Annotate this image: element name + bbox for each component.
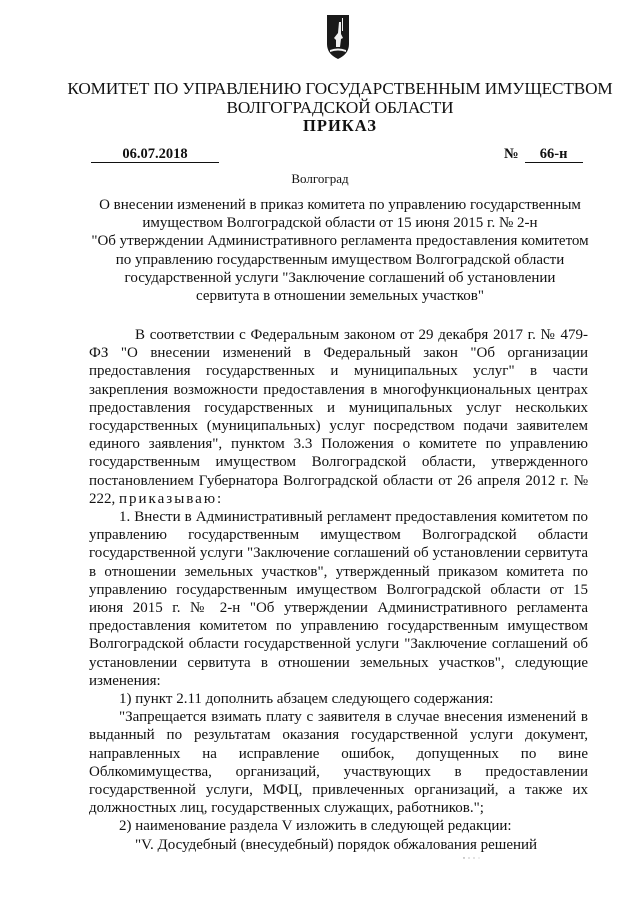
order-verb: приказываю: — [119, 490, 224, 507]
title-line: О внесении изменений в приказ комитета по управлению государственным — [99, 197, 581, 213]
title-line: государственной услуги "Заключение соглашений об установлении — [124, 269, 556, 286]
scan-artifact — [462, 856, 482, 860]
quote-2-paragraph: "V. Досудебный (внесудебный) порядок обжалования решений — [135, 836, 538, 853]
volgograd-coat-of-arms-icon — [326, 14, 350, 60]
organization-name-line1: КОМИТЕТ ПО УПРАВЛЕНИЮ ГОСУДАРСТВЕННЫМ ИМУЩЕСТВОМ — [67, 79, 613, 98]
subitem-2-paragraph: 2) наименование раздела V изложить в следующей редакции: — [119, 818, 512, 835]
order-date: 06.07.2018 — [91, 146, 219, 163]
organization-name-line2: ВОЛГОГРАДСКОЙ ОБЛАСТИ — [226, 98, 454, 117]
title-line: по управлению государственным имуществом Волгоградской области — [115, 251, 565, 268]
number-sign: № — [504, 146, 519, 162]
title-line: имуществом Волгоградской области от 15 июня 2015 г. № 2-н — [142, 215, 538, 232]
quote-1-paragraph: "Запрещается взимать плату с заявителя в случае внесения изменений в выданный по результатам оказания государственной услуги документ, направленных на исправление ошибок, допущенных по вине Облкомимущества, организаций, участвующих в предоставлении государственной услуги, МФЦ, привлеченных организаций, а также их должностных лиц, государственных служащих, работников."; — [89, 709, 588, 817]
city: Волгоград — [291, 171, 349, 186]
subitem-1-paragraph: 1) пункт 2.11 дополнить абзацем следующего содержания: — [119, 691, 494, 708]
title-line: сервитута в отношении земельных участков" — [196, 288, 484, 305]
order-title — [80, 196, 600, 305]
document-type: ПРИКАЗ — [303, 116, 377, 135]
order-number: 66-н — [525, 146, 583, 163]
item-1-paragraph: 1. Внести в Административный регламент предоставления комитетом по управлению государственным имуществом Волгоградской области государственной услуги "Заключение соглашений об установлении сервитута в отношении земельных участков", утвержденный приказом комитета по управлению государственным имуществом Волгоградской области от 15 июня 2015 г. № 2-н "Об утверждении Административного регламента предоставления комитетом по управлению государственным имуществом Волгоградской области государственной услуги "Заключение соглашений об установлении сервитута в отношении земельных участков", следующие изменения: — [89, 509, 588, 689]
title-line: "Об утверждении Административного регламента предоставления комитетом — [91, 233, 589, 250]
order-body — [89, 326, 588, 854]
preamble-text: В соответствии с Федеральным законом от 29 декабря 2017 г. № 479-ФЗ "О внесении изменений в Федеральный закон "Об организации предоставления государственных и муниципальных услуг" в части закрепления возможности предоставления в многофункциональных центрах предоставления государственных и муниципальных услуг нескольких государственных (муниципальных) услуг посредством подачи заявителем единого заявления", пунктом 3.3 Положения о комитете по управлению государственным имуществом Волгоградской области, утвержденного постановлением Губернатора Волгоградской области от 26 апреля 2012 г. № 222, — [89, 327, 588, 507]
order-number-block — [504, 146, 583, 163]
preamble-paragraph — [89, 326, 588, 508]
organization-name — [60, 79, 620, 117]
